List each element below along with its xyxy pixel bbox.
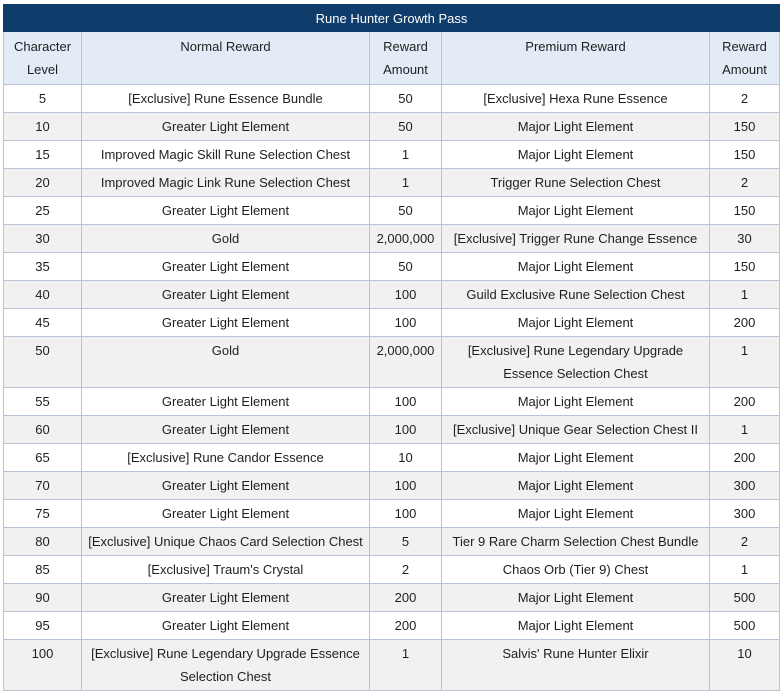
normal-amount-cell: 50 [370, 85, 442, 113]
header-premium-reward-amount: Reward Amount [710, 32, 780, 85]
header-premium-reward: Premium Reward [442, 32, 710, 85]
table-row [4, 225, 780, 253]
level-cell: 80 [4, 528, 82, 556]
level-cell: 60 [4, 416, 82, 444]
level-cell: 85 [4, 556, 82, 584]
level-cell: 15 [4, 141, 82, 169]
premium-reward-cell: [Exclusive] Unique Gear Selection Chest II [442, 416, 710, 444]
table-row [4, 612, 780, 640]
premium-reward-cell: Salvis' Rune Hunter Elixir [442, 640, 710, 691]
premium-amount-cell: 150 [710, 113, 780, 141]
premium-reward-cell: Trigger Rune Selection Chest [442, 169, 710, 197]
normal-reward-cell: Greater Light Element [82, 253, 370, 281]
normal-reward-cell: [Exclusive] Traum's Crystal [82, 556, 370, 584]
premium-reward-cell: Major Light Element [442, 141, 710, 169]
table-body [4, 85, 780, 691]
premium-amount-cell: 150 [710, 141, 780, 169]
normal-reward-cell: Greater Light Element [82, 281, 370, 309]
normal-amount-cell: 50 [370, 253, 442, 281]
normal-reward-cell: [Exclusive] Rune Essence Bundle [82, 85, 370, 113]
premium-reward-cell: Major Light Element [442, 253, 710, 281]
normal-amount-cell: 1 [370, 141, 442, 169]
level-cell: 30 [4, 225, 82, 253]
normal-amount-cell: 200 [370, 612, 442, 640]
normal-reward-cell: Improved Magic Link Rune Selection Chest [82, 169, 370, 197]
premium-reward-cell: Major Light Element [442, 444, 710, 472]
table-title: Rune Hunter Growth Pass [4, 5, 780, 32]
normal-amount-cell: 50 [370, 197, 442, 225]
normal-reward-cell: Greater Light Element [82, 472, 370, 500]
normal-reward-cell: Greater Light Element [82, 416, 370, 444]
normal-reward-cell: Improved Magic Skill Rune Selection Chest [82, 141, 370, 169]
normal-amount-cell: 100 [370, 472, 442, 500]
premium-amount-cell: 200 [710, 309, 780, 337]
level-cell: 40 [4, 281, 82, 309]
normal-amount-cell: 100 [370, 281, 442, 309]
premium-amount-cell: 200 [710, 388, 780, 416]
level-cell: 70 [4, 472, 82, 500]
level-cell: 5 [4, 85, 82, 113]
table-row [4, 500, 780, 528]
level-cell: 25 [4, 197, 82, 225]
normal-amount-cell: 2,000,000 [370, 225, 442, 253]
level-cell: 100 [4, 640, 82, 691]
table-row [4, 85, 780, 113]
table-row [4, 388, 780, 416]
premium-reward-cell: Tier 9 Rare Charm Selection Chest Bundle [442, 528, 710, 556]
table-row [4, 281, 780, 309]
normal-reward-cell: Greater Light Element [82, 500, 370, 528]
normal-amount-cell: 50 [370, 113, 442, 141]
table-row [4, 169, 780, 197]
level-cell: 95 [4, 612, 82, 640]
level-cell: 55 [4, 388, 82, 416]
premium-reward-cell: Chaos Orb (Tier 9) Chest [442, 556, 710, 584]
premium-reward-cell: Major Light Element [442, 584, 710, 612]
table-row [4, 584, 780, 612]
level-cell: 50 [4, 337, 82, 388]
table-row [4, 309, 780, 337]
table-row [4, 337, 780, 388]
table-row [4, 197, 780, 225]
premium-amount-cell: 2 [710, 528, 780, 556]
table-row [4, 416, 780, 444]
table-title-row [4, 5, 780, 32]
premium-amount-cell: 150 [710, 197, 780, 225]
normal-amount-cell: 2 [370, 556, 442, 584]
normal-amount-cell: 1 [370, 640, 442, 691]
normal-amount-cell: 100 [370, 416, 442, 444]
premium-reward-cell: Major Light Element [442, 113, 710, 141]
premium-reward-cell: Major Light Element [442, 197, 710, 225]
normal-amount-cell: 10 [370, 444, 442, 472]
normal-amount-cell: 5 [370, 528, 442, 556]
level-cell: 35 [4, 253, 82, 281]
premium-amount-cell: 1 [710, 281, 780, 309]
premium-reward-cell: Major Light Element [442, 309, 710, 337]
table-row [4, 444, 780, 472]
normal-reward-cell: Greater Light Element [82, 309, 370, 337]
premium-amount-cell: 1 [710, 337, 780, 388]
growth-pass-table [3, 4, 780, 691]
normal-amount-cell: 200 [370, 584, 442, 612]
premium-amount-cell: 30 [710, 225, 780, 253]
premium-reward-cell: Major Light Element [442, 388, 710, 416]
premium-reward-cell: [Exclusive] Trigger Rune Change Essence [442, 225, 710, 253]
normal-reward-cell: Greater Light Element [82, 388, 370, 416]
table-row [4, 556, 780, 584]
normal-reward-cell: Gold [82, 225, 370, 253]
table-row [4, 472, 780, 500]
header-character-level: Character Level [4, 32, 82, 85]
table-row [4, 113, 780, 141]
normal-reward-cell: Greater Light Element [82, 113, 370, 141]
premium-reward-cell: [Exclusive] Rune Legendary Upgrade Essence Selection Chest [442, 337, 710, 388]
premium-amount-cell: 200 [710, 444, 780, 472]
premium-amount-cell: 500 [710, 584, 780, 612]
premium-amount-cell: 300 [710, 472, 780, 500]
premium-amount-cell: 10 [710, 640, 780, 691]
table-row [4, 253, 780, 281]
premium-amount-cell: 2 [710, 169, 780, 197]
growth-pass-table-container [3, 4, 779, 691]
level-cell: 45 [4, 309, 82, 337]
normal-amount-cell: 100 [370, 388, 442, 416]
level-cell: 75 [4, 500, 82, 528]
level-cell: 90 [4, 584, 82, 612]
normal-amount-cell: 100 [370, 500, 442, 528]
table-header-row [4, 32, 780, 85]
normal-reward-cell: Gold [82, 337, 370, 388]
header-normal-reward-amount: Reward Amount [370, 32, 442, 85]
premium-reward-cell: Major Light Element [442, 472, 710, 500]
normal-amount-cell: 100 [370, 309, 442, 337]
table-row [4, 640, 780, 691]
level-cell: 10 [4, 113, 82, 141]
table-row [4, 528, 780, 556]
normal-reward-cell: Greater Light Element [82, 612, 370, 640]
normal-reward-cell: [Exclusive] Rune Legendary Upgrade Essence Selection Chest [82, 640, 370, 691]
table-row [4, 141, 780, 169]
normal-amount-cell: 2,000,000 [370, 337, 442, 388]
premium-reward-cell: Major Light Element [442, 612, 710, 640]
premium-amount-cell: 150 [710, 253, 780, 281]
level-cell: 65 [4, 444, 82, 472]
normal-reward-cell: [Exclusive] Unique Chaos Card Selection Chest [82, 528, 370, 556]
normal-amount-cell: 1 [370, 169, 442, 197]
header-normal-reward: Normal Reward [82, 32, 370, 85]
premium-amount-cell: 2 [710, 85, 780, 113]
normal-reward-cell: Greater Light Element [82, 197, 370, 225]
premium-reward-cell: Guild Exclusive Rune Selection Chest [442, 281, 710, 309]
premium-amount-cell: 500 [710, 612, 780, 640]
premium-amount-cell: 1 [710, 556, 780, 584]
premium-amount-cell: 300 [710, 500, 780, 528]
premium-reward-cell: [Exclusive] Hexa Rune Essence [442, 85, 710, 113]
level-cell: 20 [4, 169, 82, 197]
normal-reward-cell: Greater Light Element [82, 584, 370, 612]
premium-reward-cell: Major Light Element [442, 500, 710, 528]
normal-reward-cell: [Exclusive] Rune Candor Essence [82, 444, 370, 472]
premium-amount-cell: 1 [710, 416, 780, 444]
